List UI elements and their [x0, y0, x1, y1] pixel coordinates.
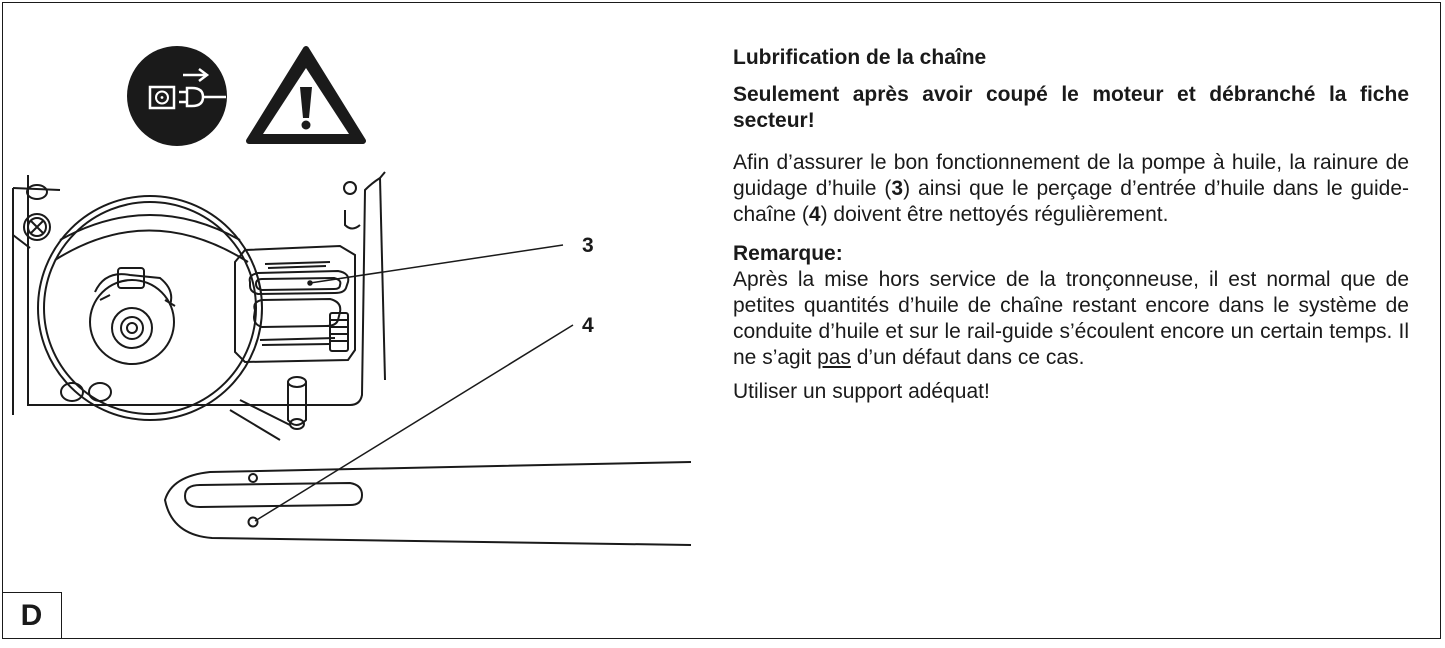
remark-text-2: d’un défaut dans ce cas.	[850, 346, 1085, 369]
chainsaw-drawing	[0, 0, 700, 643]
callout-lines	[255, 245, 573, 521]
remark-title: Remarque:	[733, 242, 843, 265]
callout-label-4: 4	[582, 314, 594, 337]
paragraph-text-1: Afin d’assurer le bon fonctionnement de la pompe à huile, la rainure de guidage d’huile (	[733, 151, 1409, 200]
paragraph-text-2: ) ainsi que le perçage d’entrée d’huile dans le guide-chaîne (	[733, 177, 1409, 226]
section-heading: Lubrification de la chaîne	[733, 46, 987, 69]
callout-label-3: 3	[582, 234, 594, 257]
reference-4: 4	[808, 203, 821, 226]
guide-bar	[165, 462, 691, 545]
maintenance-paragraph	[733, 150, 1409, 228]
section-tag: D	[2, 592, 62, 639]
closing-note: Utiliser un support adéquat!	[733, 380, 990, 403]
remark-emphasis: pas	[817, 346, 851, 369]
remark-text-1: Après la mise hors service de la tronçonneuse, il est normal que de petites quantités d’huile de chaîne restant encore dans le système de conduite d’huile et sur le rail-guide s’écoulent encore un certain temps. Il ne s’agit	[733, 268, 1409, 369]
safety-warning: Seulement après avoir coupé le moteur et débranché la fiche secteur!	[733, 83, 1409, 132]
paragraph-text-3: ) doivent être nettoyés régulièrement.	[820, 203, 1169, 226]
callout-dot-3	[308, 281, 312, 285]
warning-triangle-icon	[249, 49, 363, 141]
chainsaw-housing	[13, 172, 385, 440]
illustration	[0, 0, 700, 643]
unplug-mains-plug-icon	[127, 46, 227, 146]
reference-3: 3	[891, 177, 904, 200]
remark-body	[733, 267, 1409, 371]
text-column	[733, 45, 1409, 405]
